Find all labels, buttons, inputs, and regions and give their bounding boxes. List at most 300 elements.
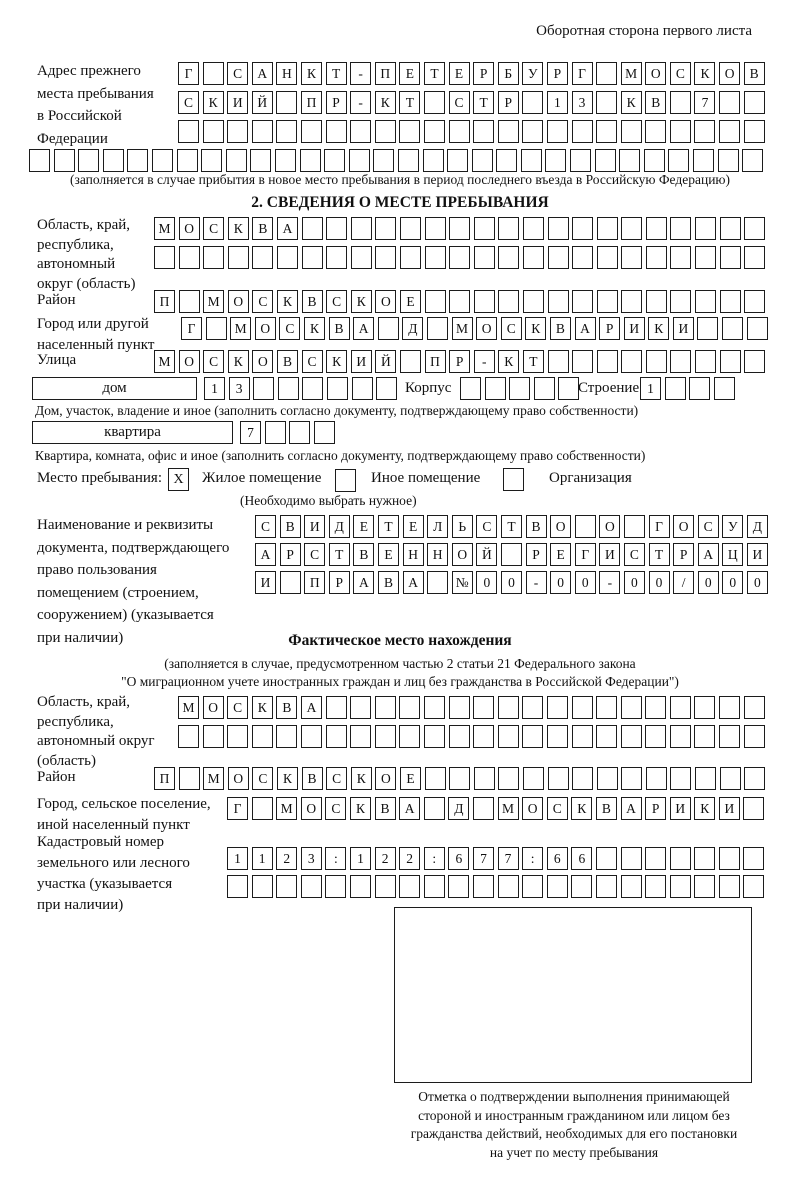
char-cell: -: [599, 571, 620, 594]
cadastral-row-2: [227, 875, 768, 898]
document-row-2: [255, 543, 771, 566]
section2-title: 2. СВЕДЕНИЯ О МЕСТЕ ПРЕБЫВАНИЯ: [251, 194, 549, 211]
char-cell: [399, 120, 420, 143]
char-cell: [427, 317, 448, 340]
char-cell: 0: [624, 571, 645, 594]
char-cell: А: [301, 696, 322, 719]
char-cell: И: [747, 543, 768, 566]
char-cell: Е: [550, 543, 571, 566]
char-cell: [375, 696, 396, 719]
district-row: [154, 290, 769, 313]
char-cell: [300, 149, 321, 172]
char-cell: [473, 120, 494, 143]
char-cell: В: [375, 797, 396, 820]
char-cell: [621, 246, 642, 269]
char-cell: О: [255, 317, 276, 340]
char-cell: А: [698, 543, 719, 566]
char-cell: В: [744, 62, 765, 85]
char-cell: [670, 767, 691, 790]
char-cell: С: [252, 290, 273, 313]
char-cell: О: [301, 797, 322, 820]
char-cell: [425, 767, 446, 790]
char-cell: [621, 875, 642, 898]
char-cell: [695, 350, 716, 373]
char-cell: [743, 847, 764, 870]
char-cell: [424, 120, 445, 143]
char-cell: [523, 217, 544, 240]
char-cell: 7: [473, 847, 494, 870]
char-cell: М: [178, 696, 199, 719]
char-cell: [498, 246, 519, 269]
char-cell: 0: [575, 571, 596, 594]
char-cell: С: [304, 543, 325, 566]
char-cell: [744, 120, 765, 143]
char-cell: С: [326, 767, 347, 790]
char-cell: С: [279, 317, 300, 340]
char-cell: Н: [427, 543, 448, 566]
char-cell: Е: [399, 62, 420, 85]
char-cell: [498, 290, 519, 313]
char-cell: [498, 120, 519, 143]
char-cell: [719, 725, 740, 748]
street-label: Улица: [37, 352, 77, 368]
char-cell: [720, 290, 741, 313]
char-cell: К: [203, 91, 224, 114]
char-cell: /: [673, 571, 694, 594]
char-cell: [646, 217, 667, 240]
char-cell: [596, 696, 617, 719]
char-cell: [154, 246, 175, 269]
char-cell: И: [255, 571, 276, 594]
char-cell: П: [425, 350, 446, 373]
char-cell: О: [203, 696, 224, 719]
char-cell: :: [522, 847, 543, 870]
char-cell: В: [329, 317, 350, 340]
char-cell: М: [621, 62, 642, 85]
char-cell: О: [522, 797, 543, 820]
char-cell: [399, 725, 420, 748]
char-cell: А: [353, 317, 374, 340]
stay-type-option-organization-label: Организация: [549, 470, 632, 486]
char-cell: [694, 875, 715, 898]
char-cell: [276, 91, 297, 114]
char-cell: [548, 767, 569, 790]
document-row-3: [255, 571, 771, 594]
char-cell: [521, 149, 542, 172]
char-cell: [596, 847, 617, 870]
actual-region-row-1: [178, 696, 768, 719]
char-cell: Й: [252, 91, 273, 114]
char-cell: [314, 421, 335, 444]
stay-type-checkbox-residential: X: [168, 468, 189, 491]
city-row: [181, 317, 771, 340]
char-cell: Р: [526, 543, 547, 566]
char-cell: [252, 120, 273, 143]
char-cell: [646, 350, 667, 373]
char-cell: [252, 875, 273, 898]
char-cell: [719, 875, 740, 898]
char-cell: [203, 120, 224, 143]
char-cell: [597, 767, 618, 790]
char-cell: В: [277, 350, 298, 373]
char-cell: [324, 149, 345, 172]
char-cell: С: [325, 797, 346, 820]
char-cell: [227, 120, 248, 143]
char-cell: [522, 725, 543, 748]
char-cell: [326, 120, 347, 143]
char-cell: Р: [280, 543, 301, 566]
char-cell: [302, 246, 323, 269]
char-cell: К: [277, 290, 298, 313]
char-cell: П: [301, 91, 322, 114]
char-cell: [572, 350, 593, 373]
char-cell: А: [255, 543, 276, 566]
char-cell: [275, 149, 296, 172]
char-cell: [423, 149, 444, 172]
char-cell: 1: [252, 847, 273, 870]
char-cell: [501, 543, 522, 566]
char-cell: [558, 377, 579, 400]
char-cell: [289, 421, 310, 444]
char-cell: К: [228, 350, 249, 373]
char-cell: [375, 725, 396, 748]
char-cell: [276, 120, 297, 143]
char-cell: В: [302, 767, 323, 790]
char-cell: [695, 217, 716, 240]
district-label: Район: [37, 292, 76, 308]
stay-type-checkbox-organization: [503, 468, 524, 491]
char-cell: С: [501, 317, 522, 340]
char-cell: [378, 317, 399, 340]
char-cell: [350, 725, 371, 748]
char-cell: Т: [329, 543, 350, 566]
char-cell: [547, 120, 568, 143]
cadastral-row-1: [227, 847, 768, 870]
char-cell: [179, 246, 200, 269]
char-cell: Г: [575, 543, 596, 566]
char-cell: Н: [276, 62, 297, 85]
char-cell: [597, 246, 618, 269]
char-cell: [276, 875, 297, 898]
char-cell: О: [476, 317, 497, 340]
city-label: Город или другой населенный пункт: [37, 316, 155, 353]
char-cell: В: [596, 797, 617, 820]
char-cell: [473, 696, 494, 719]
char-cell: [670, 120, 691, 143]
char-cell: [398, 149, 419, 172]
char-cell: [375, 120, 396, 143]
char-cell: [571, 875, 592, 898]
stay-type-option-residential-label: Жилое помещение: [202, 470, 322, 486]
char-cell: В: [526, 515, 547, 538]
char-cell: В: [378, 571, 399, 594]
char-cell: [449, 725, 470, 748]
char-cell: 1: [547, 91, 568, 114]
char-cell: И: [719, 797, 740, 820]
char-cell: М: [203, 290, 224, 313]
char-cell: [177, 149, 198, 172]
char-cell: И: [304, 515, 325, 538]
stamp-caption: Отметка о подтверждении выполнения принимающей стороной и иностранным гражданином или лицом без гражданства действий, необходимых для его постановки на учет по месту пребывания: [410, 1089, 738, 1160]
char-cell: [548, 350, 569, 373]
char-cell: [646, 246, 667, 269]
char-cell: [424, 875, 445, 898]
char-cell: [695, 767, 716, 790]
char-cell: 6: [448, 847, 469, 870]
char-cell: М: [230, 317, 251, 340]
char-cell: Р: [547, 62, 568, 85]
char-cell: [695, 246, 716, 269]
char-cell: [575, 515, 596, 538]
char-cell: [376, 377, 397, 400]
char-cell: Е: [400, 290, 421, 313]
char-cell: [227, 875, 248, 898]
char-cell: К: [351, 767, 372, 790]
char-cell: [670, 847, 691, 870]
char-cell: Р: [673, 543, 694, 566]
char-cell: [448, 875, 469, 898]
char-cell: [523, 246, 544, 269]
char-cell: Р: [498, 91, 519, 114]
char-cell: [668, 149, 689, 172]
char-cell: [474, 290, 495, 313]
char-cell: [424, 725, 445, 748]
char-cell: 0: [747, 571, 768, 594]
char-cell: А: [353, 571, 374, 594]
char-cell: [596, 875, 617, 898]
char-cell: Т: [649, 543, 670, 566]
char-cell: [665, 377, 686, 400]
char-cell: Д: [448, 797, 469, 820]
char-cell: [327, 377, 348, 400]
char-cell: О: [252, 350, 273, 373]
char-cell: С: [203, 217, 224, 240]
char-cell: [152, 149, 173, 172]
char-cell: [474, 767, 495, 790]
char-cell: И: [351, 350, 372, 373]
char-cell: [29, 149, 50, 172]
char-cell: Г: [178, 62, 199, 85]
char-cell: К: [326, 350, 347, 373]
char-cell: И: [227, 91, 248, 114]
char-cell: 2: [276, 847, 297, 870]
char-cell: [744, 767, 765, 790]
actual-location-title: Фактическое место нахождения: [288, 632, 512, 649]
char-cell: [744, 725, 765, 748]
char-cell: С: [547, 797, 568, 820]
actual-location-note-2: "О миграционном учете иностранных граждан и лиц без гражданства в Российской Федерации"): [121, 674, 679, 689]
char-cell: [449, 290, 470, 313]
char-cell: 0: [550, 571, 571, 594]
char-cell: А: [277, 217, 298, 240]
prev-address-row-3: [178, 120, 768, 143]
korpus-cells: [460, 377, 583, 400]
char-cell: Е: [353, 515, 374, 538]
char-cell: Т: [378, 515, 399, 538]
char-cell: [400, 217, 421, 240]
char-cell: К: [525, 317, 546, 340]
char-cell: [645, 875, 666, 898]
char-cell: Д: [329, 515, 350, 538]
char-cell: [424, 696, 445, 719]
char-cell: Р: [599, 317, 620, 340]
char-cell: М: [498, 797, 519, 820]
char-cell: [178, 725, 199, 748]
corner-note: Оборотная сторона первого листа: [536, 23, 752, 39]
actual-district-label: Район: [37, 769, 76, 785]
char-cell: С: [252, 767, 273, 790]
stay-type-option-other-premises-label: Иное помещение: [371, 470, 481, 486]
char-cell: -: [350, 62, 371, 85]
char-cell: [744, 350, 765, 373]
char-cell: У: [722, 515, 743, 538]
char-cell: К: [498, 350, 519, 373]
char-cell: [472, 149, 493, 172]
char-cell: М: [452, 317, 473, 340]
char-cell: [425, 246, 446, 269]
char-cell: [227, 725, 248, 748]
stamp-box: [394, 907, 752, 1083]
char-cell: [547, 875, 568, 898]
char-cell: [718, 149, 739, 172]
char-cell: [375, 246, 396, 269]
char-cell: [689, 377, 710, 400]
char-cell: В: [302, 290, 323, 313]
char-cell: [548, 290, 569, 313]
char-cell: [670, 696, 691, 719]
char-cell: [302, 377, 323, 400]
stay-type-checkbox-other-premises: [335, 469, 356, 492]
char-cell: [352, 377, 373, 400]
char-cell: 0: [501, 571, 522, 594]
char-cell: Т: [399, 91, 420, 114]
char-cell: М: [276, 797, 297, 820]
char-cell: [621, 847, 642, 870]
char-cell: В: [252, 217, 273, 240]
char-cell: [720, 350, 741, 373]
prev-address-row-4: [29, 149, 767, 172]
char-cell: [103, 149, 124, 172]
char-cell: [301, 725, 322, 748]
char-cell: [473, 797, 494, 820]
char-cell: [474, 246, 495, 269]
char-cell: К: [621, 91, 642, 114]
char-cell: А: [399, 797, 420, 820]
char-cell: С: [326, 290, 347, 313]
char-cell: С: [203, 350, 224, 373]
char-cell: [351, 246, 372, 269]
char-cell: [301, 120, 322, 143]
char-cell: [534, 377, 555, 400]
house-note: Дом, участок, владение и иное (заполнить согласно документу, подтверждающему право собственности): [35, 403, 639, 418]
char-cell: [326, 217, 347, 240]
char-cell: [522, 91, 543, 114]
house-box: дом: [32, 377, 197, 400]
char-cell: [597, 290, 618, 313]
char-cell: [425, 217, 446, 240]
char-cell: [670, 875, 691, 898]
char-cell: С: [449, 91, 470, 114]
char-cell: Т: [501, 515, 522, 538]
char-cell: [646, 290, 667, 313]
char-cell: О: [228, 767, 249, 790]
char-cell: [449, 120, 470, 143]
cadastral-label: Кадастровый номер земельного или лесного участка (указывается при наличии): [37, 834, 190, 913]
street-row: [154, 350, 769, 373]
char-cell: :: [325, 847, 346, 870]
char-cell: [572, 767, 593, 790]
char-cell: [496, 149, 517, 172]
char-cell: Л: [427, 515, 448, 538]
char-cell: [670, 725, 691, 748]
char-cell: 3: [229, 377, 250, 400]
char-cell: О: [228, 290, 249, 313]
char-cell: К: [648, 317, 669, 340]
char-cell: К: [694, 62, 715, 85]
char-cell: Г: [227, 797, 248, 820]
actual-district-row: [154, 767, 769, 790]
char-cell: О: [599, 515, 620, 538]
char-cell: Е: [378, 543, 399, 566]
char-cell: [375, 875, 396, 898]
char-cell: [596, 120, 617, 143]
char-cell: [694, 725, 715, 748]
char-cell: С: [178, 91, 199, 114]
char-cell: [670, 246, 691, 269]
char-cell: О: [719, 62, 740, 85]
char-cell: С: [476, 515, 497, 538]
prev-address-label: Адрес прежнего места пребывания в Российской Федерации: [37, 63, 154, 147]
char-cell: [54, 149, 75, 172]
char-cell: [720, 767, 741, 790]
char-cell: [646, 767, 667, 790]
char-cell: [228, 246, 249, 269]
house-cells: [204, 377, 401, 400]
char-cell: К: [350, 797, 371, 820]
char-cell: [474, 217, 495, 240]
char-cell: [473, 875, 494, 898]
char-cell: [694, 696, 715, 719]
char-cell: [276, 725, 297, 748]
char-cell: К: [351, 290, 372, 313]
char-cell: Т: [326, 62, 347, 85]
char-cell: П: [304, 571, 325, 594]
char-cell: [498, 217, 519, 240]
char-cell: [744, 91, 765, 114]
char-cell: [206, 317, 227, 340]
char-cell: Е: [403, 515, 424, 538]
char-cell: Р: [473, 62, 494, 85]
document-row-1: [255, 515, 771, 538]
char-cell: [325, 875, 346, 898]
char-cell: [351, 217, 372, 240]
char-cell: 6: [571, 847, 592, 870]
char-cell: [621, 290, 642, 313]
char-cell: [743, 875, 764, 898]
char-cell: [522, 875, 543, 898]
char-cell: Г: [649, 515, 670, 538]
char-cell: [302, 217, 323, 240]
char-cell: [670, 350, 691, 373]
char-cell: [349, 149, 370, 172]
char-cell: В: [280, 515, 301, 538]
char-cell: [597, 217, 618, 240]
char-cell: О: [645, 62, 666, 85]
char-cell: [572, 217, 593, 240]
char-cell: 1: [350, 847, 371, 870]
char-cell: А: [575, 317, 596, 340]
char-cell: [621, 120, 642, 143]
